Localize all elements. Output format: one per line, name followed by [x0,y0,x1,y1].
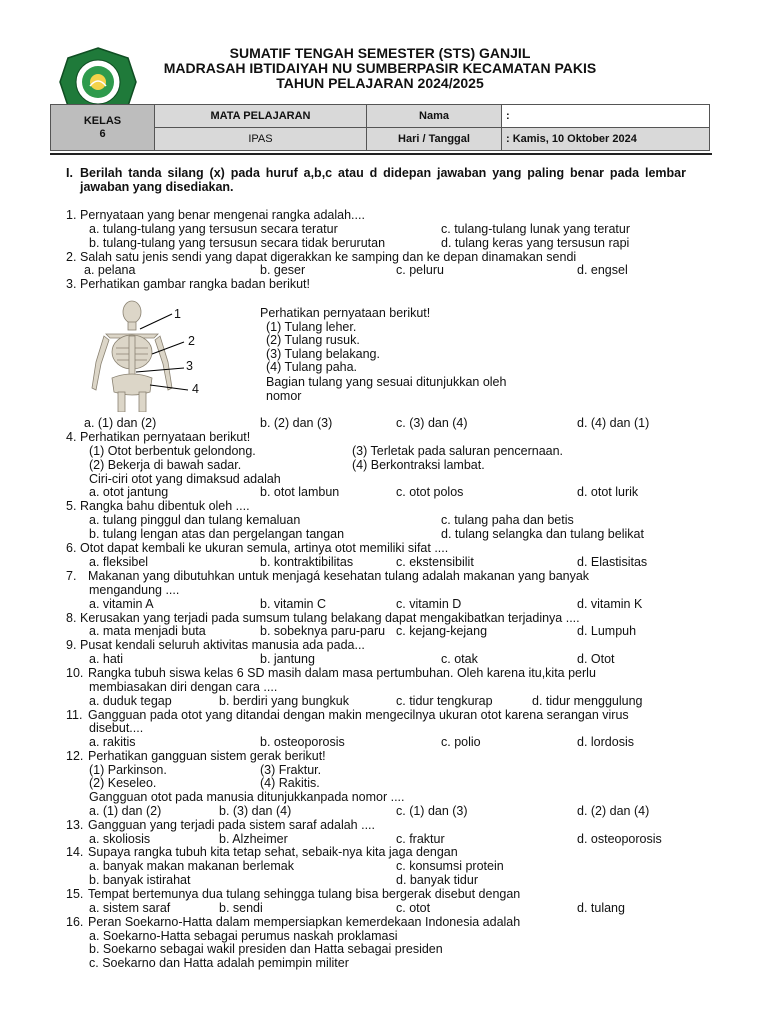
option-d[interactable]: d. banyak tidur [396,873,478,887]
question-number: 9. [66,638,77,652]
statement-2: (2) Tulang rusuk. [266,333,360,347]
question-text: Pernyataan yang benar mengenai rangka adalah.... [80,208,365,222]
option-b[interactable]: b. otot lambun [260,485,340,499]
question-1 [66,208,686,222]
option-d[interactable]: d. osteoporosis [577,832,662,846]
option-b[interactable]: b. berdiri yang bungkuk [219,694,349,708]
statement-question: Gangguan otot pada manusia ditunjukkanpada nomor .... [89,790,405,804]
question-5 [66,499,686,513]
statement-4: (4) Rakitis. [260,776,320,790]
option-d[interactable]: d. tulang [577,901,625,915]
statement-2: (2) Keseleo. [89,776,157,790]
option-a[interactable]: a. banyak makan makanan berlemak [89,859,294,873]
instruction-number: I. [66,166,73,180]
question-number: 8. [66,611,77,625]
option-a[interactable]: a. otot jantung [89,485,169,499]
question-text-continued: membiasakan diri dengan cara .... [89,680,278,694]
statement-1: (1) Otot berbentuk gelondong. [89,444,256,458]
question-text: Rangka bahu dibentuk oleh .... [80,499,250,513]
option-a[interactable]: a. pelana [84,263,136,277]
option-a[interactable]: a. sistem saraf [89,901,171,915]
option-c[interactable]: c. (1) dan (3) [396,804,468,818]
question-7 [66,569,686,583]
option-b[interactable]: b. banyak istirahat [89,873,191,887]
statement-intro: Perhatikan pernyataan berikut! [260,306,431,320]
kelas-cell [51,105,155,151]
identity-table [50,104,710,151]
question-3 [66,277,686,291]
statement-question: Ciri-ciri otot yang dimaksud adalah [89,472,281,486]
option-d[interactable]: d. tulang keras yang tersusun rapi [441,236,630,250]
option-c[interactable]: c. otak [441,652,478,666]
option-c[interactable]: c. kejang-kejang [396,624,488,638]
question-13 [66,818,686,832]
title-line-3: TAHUN PELAJARAN 2024/2025 [276,75,484,91]
statement-4: (4) Berkontraksi lambat. [352,458,485,472]
statement-3: (3) Terletak pada saluran pencernaan. [352,444,564,458]
option-d[interactable]: d. engsel [577,263,628,277]
question-number: 4. [66,430,77,444]
option-b[interactable]: b. vitamin C [260,597,326,611]
option-a[interactable]: a. tulang pinggul dan tulang kemaluan [89,513,301,527]
question-14 [66,845,686,859]
option-b[interactable]: b. Soekarno sebagai wakil presiden dan Hatta sebagai presiden [89,942,443,956]
question-text: Gangguan yang terjadi pada sistem saraf adalah .... [88,818,375,832]
option-d[interactable]: d. Elastisitas [577,555,648,569]
mapel-label: MATA PELAJARAN [155,105,367,128]
statement-3: (3) Tulang belakang. [266,347,380,361]
option-b[interactable]: b. sendi [219,901,263,915]
option-a[interactable]: a. (1) dan (2) [84,416,157,430]
nama-label: Nama [367,105,502,128]
question-8 [66,611,686,625]
option-a[interactable]: a. skoliosis [89,832,151,846]
skeleton-label-1: 1 [174,307,181,321]
option-c[interactable]: c. tidur tengkurap [396,694,493,708]
skeleton-image [76,300,206,412]
exam-title [140,46,620,91]
option-a[interactable]: a. vitamin A [89,597,154,611]
question-text-continued: disebut.... [89,721,144,735]
option-a[interactable]: a. rakitis [89,735,136,749]
title-line-2: MADRASAH IBTIDAIYAH NU SUMBERPASIR KECAMATAN PAKIS [163,60,597,76]
title-line-1: SUMATIF TENGAH SEMESTER (STS) GANJIL [229,45,531,61]
option-b[interactable]: b. (2) dan (3) [260,416,333,430]
question-text: Pusat kendali seluruh aktivitas manusia ada pada... [80,638,365,652]
option-d[interactable]: d. tulang selangka dan tulang belikat [441,527,644,541]
kelas-value: 6 [99,127,106,140]
option-b[interactable]: b. kontraktibilitas [260,555,354,569]
question-number: 2. [66,250,77,264]
question-text: Peran Soekarno-Hatta dalam mempersiapkan kemerdekaan Indonesia adalah [88,915,521,929]
option-d[interactable]: d. lordosis [577,735,634,749]
question-text: Tempat bertemunya dua tulang sehingga tulang bisa bergerak disebut dengan [88,887,521,901]
option-b[interactable]: b. Alzheimer [219,832,288,846]
option-b[interactable]: b. tulang lengan atas dan pergelangan tangan [89,527,345,541]
question-number: 11. [66,708,83,722]
statement-2: (2) Bekerja di bawah sadar. [89,458,242,472]
question-text: Perhatikan pernyataan berikut! [80,430,251,444]
question-number: 5. [66,499,77,513]
option-d[interactable]: d. Lumpuh [577,624,637,638]
statement-question: Bagian tulang yang sesuai ditunjukkan oleh [266,375,507,389]
statement-1: (1) Parkinson. [89,763,167,777]
instruction [66,166,686,194]
question-text: Perhatikan gambar rangka badan berikut! [80,277,311,291]
statement-question-end: nomor [266,389,302,403]
question-number: 15. [66,887,84,901]
option-b[interactable]: b. jantung [260,652,315,666]
option-c[interactable]: c. fraktur [396,832,445,846]
option-b[interactable]: b. osteoporosis [260,735,345,749]
instruction-text: Berilah tanda silang (x) pada huruf a,b,c atau d didepan jawaban yang paling benar pada lembar jawaban yang disediakan. [80,166,686,194]
option-c[interactable]: c. otot [396,901,431,915]
question-number: 14. [66,845,84,859]
option-d[interactable]: d. Otot [577,652,615,666]
question-text: Rangka tubuh siswa kelas 6 SD masih dalam masa pertumbuhan. Oleh karena itu,kita perlu [88,666,596,680]
skeleton-label-2: 2 [188,334,195,348]
option-b[interactable]: b. sobeknya paru-paru [260,624,386,638]
option-c[interactable]: c. konsumsi protein [396,859,504,873]
question-number: 3. [66,277,77,291]
option-a[interactable]: a. duduk tegap [89,694,172,708]
question-number: 16. [66,915,84,929]
question-11 [66,708,686,722]
option-a[interactable]: a. (1) dan (2) [89,804,162,818]
nama-field[interactable]: : [502,105,710,128]
question-16 [66,915,686,929]
question-2 [66,250,686,264]
option-c[interactable]: c. (3) dan (4) [396,416,468,430]
question-text-continued: mengandung .... [89,583,180,597]
kelas-label: KELAS [83,114,122,127]
option-d[interactable]: d. tidur menggulung [532,694,643,708]
option-d[interactable]: d. otot lurik [577,485,639,499]
option-c[interactable]: c. otot polos [396,485,464,499]
header-divider [50,153,712,155]
option-b[interactable]: b. geser [260,263,306,277]
option-a[interactable]: a. hati [89,652,124,666]
question-text: Salah satu jenis sendi yang dapat digerakkan ke samping dan ke depan dinamakan sendi [80,250,577,264]
statement-4: (4) Tulang paha. [266,360,358,374]
option-c[interactable]: c. ekstensibilit [396,555,474,569]
question-text: Gangguan pada otot yang ditandai dengan makin mengecilnya ukuran otot karena serangan virus [88,708,629,722]
question-number: 10. [66,666,84,680]
option-a[interactable]: a. Soekarno-Hatta sebagai perumus naskah proklamasi [89,929,398,943]
option-c[interactable]: c. peluru [396,263,444,277]
question-number: 1. [66,208,77,222]
question-12 [66,749,686,763]
question-9 [66,638,686,652]
statement-3: (3) Fraktur. [260,763,322,777]
skeleton-label-4: 4 [192,382,199,396]
option-c[interactable]: c. tulang-tulang lunak yang teratur [441,222,631,236]
question-text: Kerusakan yang terjadi pada sumsum tulang belakang dapat mengakibatkan terjadinya .... [80,611,580,625]
question-6 [66,541,686,555]
option-a[interactable]: a. mata menjadi buta [89,624,206,638]
option-c[interactable]: c. tulang paha dan betis [441,513,574,527]
hari-label: Hari / Tanggal [367,128,502,151]
option-d[interactable]: d. (4) dan (1) [577,416,650,430]
question-10 [66,666,686,680]
option-d[interactable]: d. vitamin K [577,597,643,611]
mapel-value: IPAS [155,128,367,151]
question-4 [66,430,686,444]
question-15 [66,887,686,901]
option-b[interactable]: b. tulang-tulang yang tersusun secara tidak berurutan [89,236,386,250]
option-c[interactable]: c. polio [441,735,481,749]
statement-1: (1) Tulang leher. [266,320,357,334]
option-c[interactable]: c. vitamin D [396,597,462,611]
question-number: 7. [66,569,77,583]
option-a[interactable]: a. tulang-tulang yang tersusun secara teratur [89,222,338,236]
question-text: Perhatikan gangguan sistem gerak berikut! [88,749,326,763]
question-number: 13. [66,818,84,832]
option-a[interactable]: a. fleksibel [89,555,149,569]
question-number: 6. [66,541,77,555]
hari-value: : Kamis, 10 Oktober 2024 [502,128,710,151]
option-d[interactable]: d. (2) dan (4) [577,804,650,818]
option-b[interactable]: b. (3) dan (4) [219,804,292,818]
question-text: Makanan yang dibutuhkan untuk menjagá kesehatan tulang adalah makanan yang banyak [88,569,590,583]
question-number: 12. [66,749,84,763]
option-c[interactable]: c. Soekarno dan Hatta adalah pemimpin militer [89,956,349,970]
skeleton-label-3: 3 [186,359,193,373]
question-text: Otot dapat kembali ke ukuran semula, artinya otot memiliki sifat .... [80,541,449,555]
question-text: Supaya rangka tubuh kita tetap sehat, sebaik-nya kita jaga dengan [88,845,458,859]
